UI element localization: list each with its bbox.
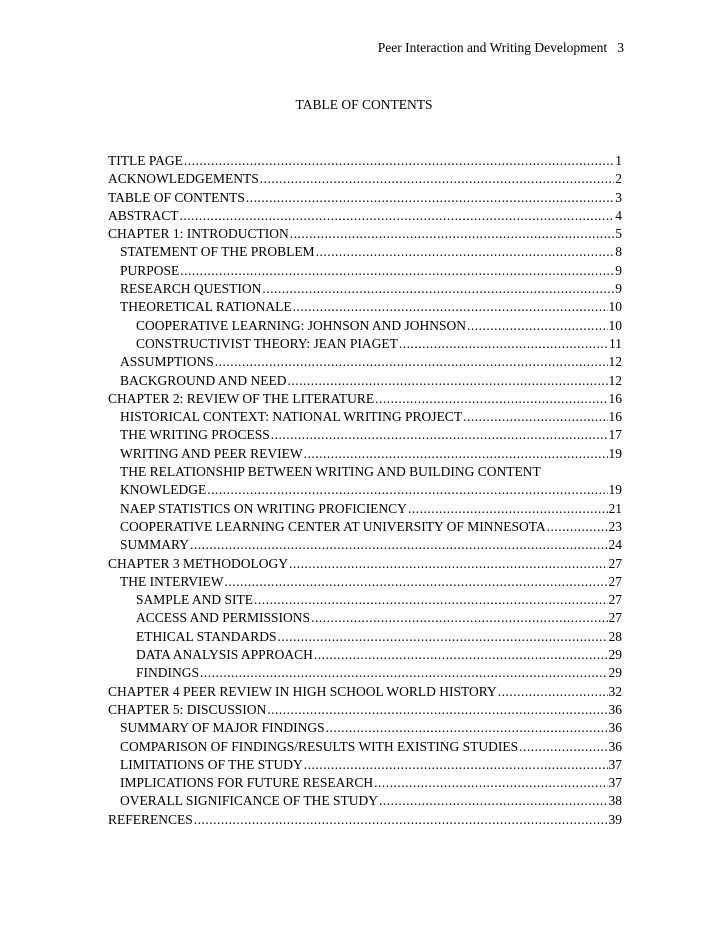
toc-entry-title: BACKGROUND AND NEED [120,372,287,388]
toc-entry-page: 23 [608,518,622,534]
dot-leader [180,207,615,225]
toc-entry-page: 12 [608,354,622,370]
toc-entry-title: SUMMARY OF MAJOR FINDINGS [120,720,325,736]
toc-entry-theoretical-rationale[interactable] [108,298,622,316]
dot-leader [379,792,607,810]
toc-entry-page: 2 [615,171,622,187]
toc-entry-chapter-1[interactable] [108,225,622,243]
toc-entry-page: 36 [608,701,622,717]
toc-entry-overall-significance[interactable] [108,792,622,810]
toc-entry-the-interview[interactable] [108,573,622,591]
toc-entry-title: ACCESS AND PERMISSIONS [136,610,311,626]
toc-entry-page: 29 [608,665,622,681]
toc-entry-title: CHAPTER 2: REVIEW OF THE LITERATURE [108,390,375,406]
toc-entry-naep-statistics[interactable] [108,500,622,518]
dot-leader [225,573,608,591]
toc-entry-references[interactable] [108,811,622,829]
running-head [378,40,624,56]
toc-entry-page: 36 [608,738,622,754]
toc-entry-title: IMPLICATIONS FOR FUTURE RESEARCH [120,775,374,791]
dot-leader [326,719,608,737]
dot-leader [207,481,607,499]
dot-leader [190,536,607,554]
dot-leader [200,664,607,682]
dot-leader [467,317,607,335]
toc-entry-page: 36 [608,720,622,736]
toc-entry-page: 21 [608,500,622,516]
toc-entry-acknowledgements[interactable] [108,170,622,188]
toc-entry-page: 37 [608,775,622,791]
dot-leader [498,683,608,701]
toc-entry-page: 10 [608,317,622,333]
toc-entry-page: 37 [608,756,622,772]
dot-leader [180,262,614,280]
toc-entry-comparison-of-findings[interactable] [108,738,622,756]
toc-entry-title: COOPERATIVE LEARNING: JOHNSON AND JOHNSON [136,317,467,333]
toc-entry-writing-process[interactable] [108,426,622,444]
toc-entry-ethical-standards[interactable] [108,628,622,646]
dot-leader [288,372,608,390]
toc-entry-page: 4 [615,207,622,223]
toc-entry-page: 16 [608,390,622,406]
toc-entry-implications[interactable] [108,774,622,792]
toc-entry-page: 32 [608,683,622,699]
dot-leader [311,609,607,627]
toc-entry-page: 27 [608,555,622,571]
toc-entry-title: TITLE PAGE [108,153,183,168]
dot-leader [267,701,607,719]
toc-entry-historical-context[interactable] [108,408,622,426]
running-head-page-number: 3 [617,40,624,55]
toc-entry-chapter-5[interactable] [108,701,622,719]
toc-entry-page: 19 [608,445,622,461]
dot-leader [260,170,615,188]
running-head-title: Peer Interaction and Writing Development [377,40,608,55]
dot-leader [289,555,608,573]
toc-entry-sample-and-site[interactable] [108,591,622,609]
toc-entry-page: 8 [615,244,622,260]
toc-entry-limitations[interactable] [108,756,622,774]
toc-entry-title: CHAPTER 4 PEER REVIEW IN HIGH SCHOOL WORLD HISTORY [108,683,497,699]
toc-entry-title: RESEARCH QUESTION [120,281,262,297]
toc-entry-table-of-contents[interactable] [108,189,622,207]
toc-entry-title: REFERENCES [108,811,193,827]
dot-leader [194,811,608,829]
toc-entry-research-question[interactable] [108,280,622,298]
table-of-contents [108,152,622,829]
toc-entry-title: CHAPTER 5: DISCUSSION [108,701,267,717]
toc-entry-writing-and-peer-review[interactable] [108,445,622,463]
toc-entry-relationship-line-2[interactable] [108,481,622,499]
dot-leader [314,646,608,664]
toc-entry-page: 27 [608,610,622,626]
dot-leader [463,408,607,426]
toc-entry-title: LIMITATIONS OF THE STUDY [120,756,303,772]
toc-entry-background-and-need[interactable] [108,372,622,390]
dot-leader [304,756,608,774]
dot-leader [215,353,608,371]
toc-entry-page: 12 [608,372,622,388]
toc-entry-page: 28 [608,628,622,644]
toc-entry-title: THEORETICAL RATIONALE [120,299,292,315]
dot-leader [374,774,607,792]
toc-entry-chapter-3[interactable] [108,555,622,573]
toc-entry-purpose[interactable] [108,262,622,280]
toc-entry-page: 27 [608,573,622,589]
toc-entry-cooperative-learning-center[interactable] [108,518,622,536]
toc-entry-page: 39 [608,811,622,827]
toc-entry-title: ASSUMPTIONS [120,354,214,370]
dot-leader [278,628,608,646]
toc-entry-title: PURPOSE [120,262,180,278]
dot-leader [246,189,614,207]
toc-entry-cooperative-learning[interactable] [108,317,622,335]
toc-entry-page: 5 [615,226,622,242]
dot-leader [184,152,614,170]
toc-entry-page: 10 [608,299,622,315]
toc-entry-page: 29 [608,647,622,663]
toc-heading: TABLE OF CONTENTS [295,97,433,112]
toc-entry-title: HISTORICAL CONTEXT: NATIONAL WRITING PROJECT [120,409,463,425]
toc-entry-title: CHAPTER 3 METHODOLOGY [108,555,288,571]
toc-entry-title: SUMMARY [120,537,190,553]
toc-entry-title: THE INTERVIEW [120,573,224,589]
toc-entry-page: 38 [608,793,622,809]
toc-entry-summary-of-major-findings[interactable] [108,719,622,737]
toc-entry-constructivist-theory[interactable] [108,335,622,353]
toc-entry-title: KNOWLEDGE [120,482,207,498]
toc-entry-title: DATA ANALYSIS APPROACH [136,647,313,663]
toc-entry-title: NAEP STATISTICS ON WRITING PROFICIENCY [120,500,407,516]
dot-leader [254,591,607,609]
toc-entry-page: 27 [608,592,622,608]
toc-entry-page: 19 [608,482,622,498]
toc-entry-title: ACKNOWLEDGEMENTS [108,171,259,187]
toc-entry-abstract[interactable] [108,207,622,225]
toc-entry-page: 9 [615,262,622,278]
toc-entry-title: ETHICAL STANDARDS [136,628,277,644]
toc-entry-title: SAMPLE AND SITE [136,592,254,608]
dot-leader [290,225,615,243]
toc-entry-page: 24 [608,537,622,553]
toc-entry-findings[interactable] [108,664,622,682]
toc-entry-data-analysis-approach[interactable] [108,646,622,664]
toc-entry-title-page[interactable] [108,152,622,170]
dot-leader [375,390,607,408]
dot-leader [519,738,607,756]
dot-leader [547,518,608,536]
dot-leader [293,298,608,316]
toc-entry-page: 17 [608,427,622,443]
toc-entry-assumptions[interactable] [108,353,622,371]
toc-entry-title: WRITING AND PEER REVIEW [120,445,303,461]
toc-entry-title: STATEMENT OF THE PROBLEM [120,244,315,260]
toc-entry-page: 11 [609,335,622,351]
toc-entry-chapter-4[interactable] [108,683,622,701]
toc-entry-title: COOPERATIVE LEARNING CENTER AT UNIVERSITY OF MINNESOTA [120,518,546,534]
toc-entry-title: OVERALL SIGNIFICANCE OF THE STUDY [120,793,379,809]
toc-entry-title: THE WRITING PROCESS [120,427,270,443]
toc-entry-relationship-line-1[interactable] [108,463,622,481]
dot-leader [271,426,608,444]
toc-entry-chapter-2[interactable] [108,390,622,408]
toc-entry-title: FINDINGS [136,665,200,681]
toc-entry-page: 16 [608,409,622,425]
toc-entry-page: 9 [615,281,622,297]
toc-entry-page: 3 [615,189,622,205]
dot-leader [408,500,608,518]
dot-leader [262,280,614,298]
toc-entry-title: CHAPTER 1: INTRODUCTION [108,226,289,242]
toc-entry-title: CONSTRUCTIVIST THEORY: JEAN PIAGET [136,335,398,351]
dot-leader [304,445,608,463]
dot-leader [399,335,608,353]
toc-entry-title: ABSTRACT [108,207,179,223]
dot-leader [316,243,615,261]
toc-entry-statement-of-problem[interactable] [108,243,622,261]
toc-entry-access-and-permissions[interactable] [108,609,622,627]
toc-entry-title: TABLE OF CONTENTS [108,189,245,205]
toc-entry-summary[interactable] [108,536,622,554]
toc-entry-page: 1 [615,153,622,168]
toc-entry-title-line-1: THE RELATIONSHIP BETWEEN WRITING AND BUILDING CONTENT [120,464,541,480]
toc-entry-title: COMPARISON OF FINDINGS/RESULTS WITH EXISTING STUDIES [120,738,519,754]
